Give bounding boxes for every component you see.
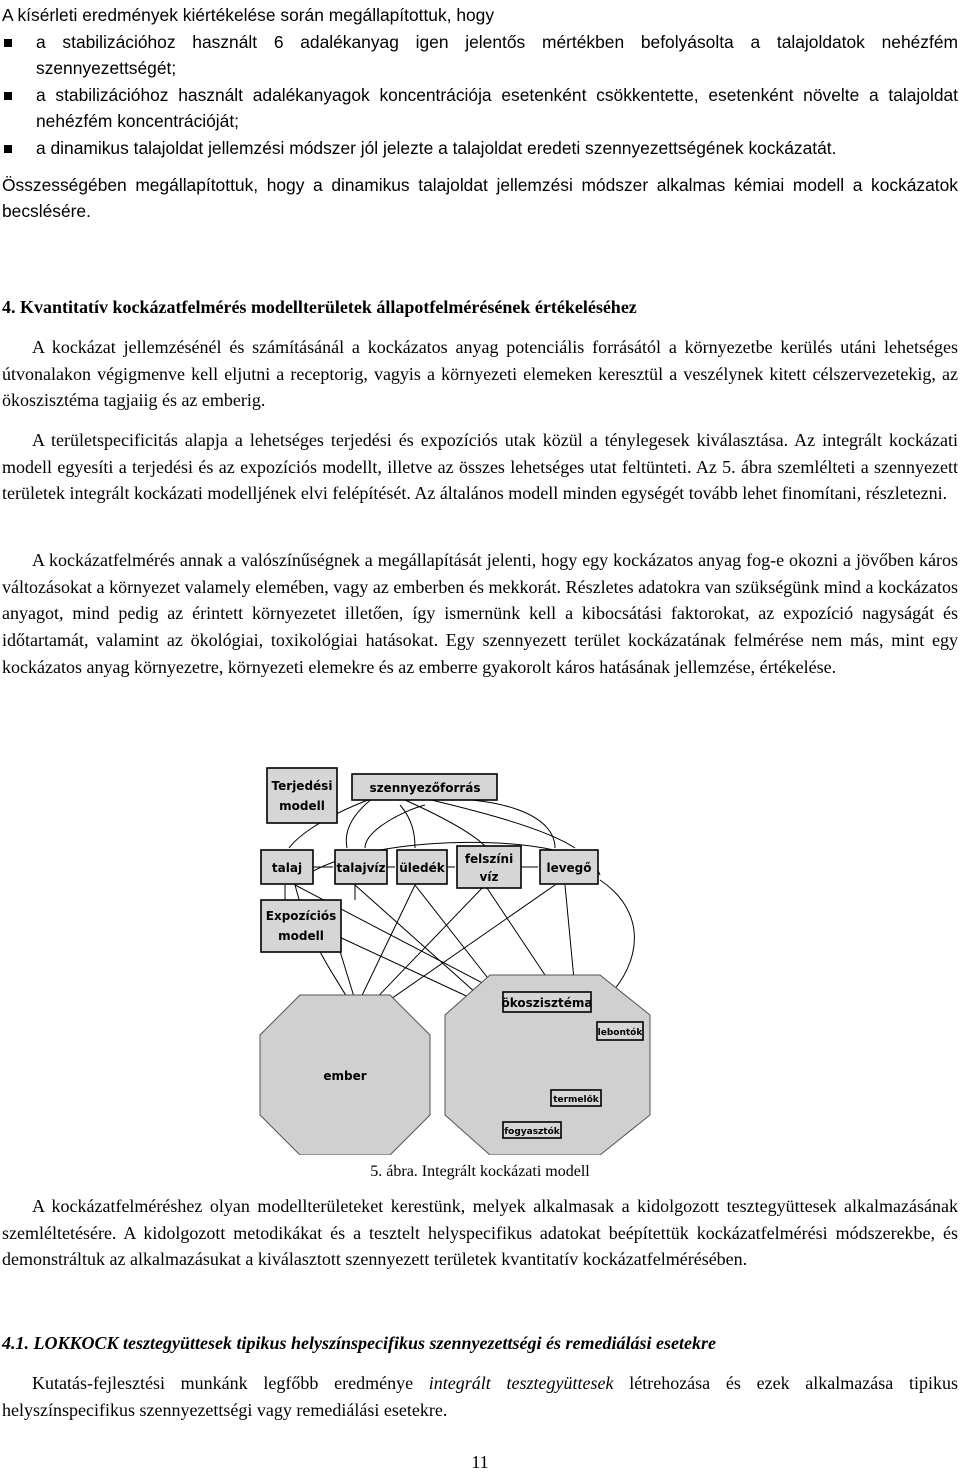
figure-number: 5. ábra. — [370, 1163, 418, 1180]
body-paragraph: A kockázat jellemzésénél és számításánál a kockázatos anyag potenciális forrásától a környezetbe kerülés utáni lehetséges útvonalakon végigmenve kell eljutni a receptorig, vagyis a környezeti elemeken keresztül a veszélynek kitett célszervezetekig, az ökoszisztéma tagjaiig és az emberig. — [2, 337, 958, 411]
section-heading: 4. Kvantitatív kockázatfelmérés modellterületek állapotfelmérésének értékeléséhez — [2, 297, 637, 317]
intro-summary: Összességében megállapítottuk, hogy a dinamikus talajoldat jellemzési módszer alkalmas kémiai modell a kockázatok becslésére. — [2, 174, 958, 222]
integrated-risk-model-diagram — [255, 760, 710, 1155]
findings-list — [2, 29, 958, 162]
lebontok-label: lebontók — [597, 1028, 643, 1038]
page-number: 11 — [471, 1452, 489, 1472]
expozicios-modell-label: Expozíciós — [265, 909, 337, 923]
bullet-square-icon — [4, 39, 12, 47]
talajviz-label: talajvíz — [336, 861, 386, 875]
body-paragraph: A területspecificitás alapja a lehetséges terjedési és expozíciós utak közül a ténylegesek kiválasztása. Az integrált kockázati modell egyesíti a terjedési és az expozíciós modellt, illetve az összes lehetséges utat feltünteti. Az 5. ábra szemlélteti a szennyezett területek integrált kockázati modelljének elvi felépítését. Az általános modell minden egységét tovább lehet finomítani, részletezni. — [2, 430, 958, 504]
szennyezoforras-label: szennyezőforrás — [369, 781, 481, 795]
talaj-label: talaj — [271, 861, 303, 875]
fogyasztok-label: fogyasztók — [504, 1127, 560, 1137]
felszini-viz-label-2: víz — [479, 870, 499, 884]
uledek-label: üledék — [399, 861, 445, 875]
terjedesi-modell-label-2: modell — [279, 799, 325, 813]
bullet-square-icon — [4, 145, 12, 153]
felszini-viz-label: felszíni — [464, 852, 514, 866]
expozicios-modell-label-2: modell — [278, 929, 324, 943]
subsection-heading: 4.1. LOKKOCK tesztegyüttesek tipikus helyszínspecifikus szennyezettségi és remediálási esetekre — [2, 1333, 716, 1353]
termelok-label: termelők — [553, 1095, 599, 1105]
figure-caption-text: Integrált kockázati modell — [421, 1163, 590, 1180]
okoszisztema-label: ökoszisztéma — [501, 996, 593, 1010]
intro-block — [2, 2, 958, 225]
expozicios-modell-box — [261, 900, 341, 952]
levego-label: levegő — [546, 861, 592, 875]
bullet-square-icon — [4, 92, 12, 100]
emphasis-text: integrált tesztegyüttesek — [428, 1373, 614, 1393]
figure-caption — [0, 1162, 960, 1182]
terjedesi-modell-box — [267, 768, 337, 823]
body-paragraph: A kockázatfelmérés annak a valószínűségnek a megállapítását jelenti, hogy egy kockázatos anyag fog-e okozni a jövőben káros változásokat a környezet valamely elemében, vagy az emberben és mekkorát. Részletes adatokra van szükségünk mind a kockázatos anyagot, mind pedig az érintett környezetet illetően, így ismernünk kell a kibocsátási faktorokat, az expozíció nagyságát és időtartamát, valamint az ökológiai, toxikológiai hatásokat. Egy szennyezett terület kockázatának felmérése nem más, mint egy kockázatos anyag környezetre, környezeti elemekre és az emberre gyakorolt káros hatásának jellemzése, értékelése. — [2, 550, 958, 677]
body-paragraph: A kockázatfelméréshez olyan modellterületeket kerestünk, melyek alkalmasak a kidolgozott tesztegyüttesek alkalmazásának szemléltetésére. A kidolgozott metodikákat és a tesztelt helyspecifikus adatokat beépítettük kockázatfelmérési módszerekbe, és demonstráltuk az alkalmazásukat a kiválasztott szennyezett területek kvantitatív kockázatfelmérésében. — [2, 1196, 958, 1270]
list-item: a dinamikus talajoldat jellemzési módszer jól jelezte a talajoldat eredeti szennyezettségének kockázatát. — [2, 135, 958, 162]
body-paragraph: Kutatás-fejlesztési munkánk legfőbb eredménye integrált tesztegyüttesek létrehozása és ezek alkalmazása tipikus helyszínspecifikus szennyezettségi vagy remediálási esetekre. — [2, 1373, 958, 1420]
terjedesi-modell-label: Terjedési — [271, 779, 333, 793]
list-item: a stabilizációhoz használt adalékanyagok koncentrációja esetenként csökkentette, esetenként növelte a talajoldat nehézfém koncentrációját; — [2, 82, 958, 135]
intro-lead: A kísérleti eredmények kiértékelése során megállapítottuk, hogy — [2, 5, 495, 25]
ember-label: ember — [323, 1069, 367, 1083]
list-item: a stabilizációhoz használt 6 adalékanyag igen jelentős mértékben befolyásolta a talajoldatok nehézfém szennyezettségét; — [2, 29, 958, 82]
